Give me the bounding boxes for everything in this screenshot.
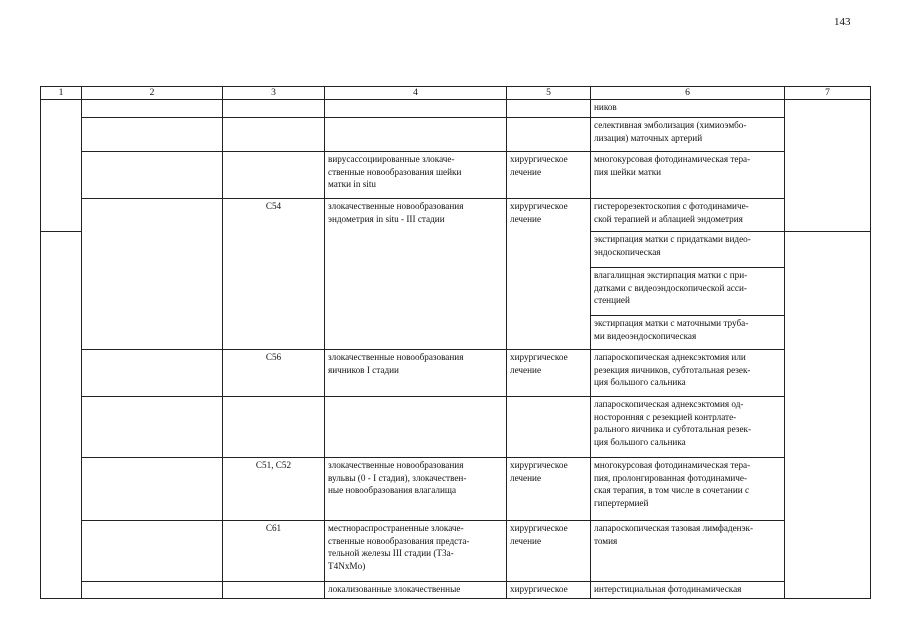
column-number: 3	[223, 87, 325, 100]
cell-col1	[41, 199, 82, 232]
cell-col7	[785, 521, 871, 582]
cell-method: экстирпация матки с придатками видео- эндоскопическая	[591, 232, 785, 268]
cell-col7	[785, 268, 871, 316]
column-number: 7	[785, 87, 871, 100]
cell-diagnosis	[325, 268, 507, 316]
cell-diagnosis: местнораспространенные злокаче- ственные новообразования предста- тельной железы III стадии (T3a- T4NxMo)	[325, 521, 507, 582]
cell-diagnosis: злокачественные новообразования яичников I стадии	[325, 350, 507, 397]
cell-icd-code	[223, 268, 325, 316]
cell-col1	[41, 232, 82, 268]
cell-col2	[82, 397, 223, 458]
cell-diagnosis	[325, 118, 507, 152]
cell-diagnosis: злокачественные новообразования вульвы (0 - I стадия), злокачествен- ные новообразования влагалища	[325, 458, 507, 521]
cell-col2	[82, 199, 223, 232]
cell-treatment-type	[507, 316, 591, 350]
cell-treatment-type: хирургическое	[507, 582, 591, 598]
cell-treatment-type	[507, 268, 591, 316]
cell-col2	[82, 521, 223, 582]
cell-treatment-type: хирургическое лечение	[507, 521, 591, 582]
cell-col7	[785, 582, 871, 598]
cell-method: экстирпация матки с маточными труба- ми видеоэндоскопическая	[591, 316, 785, 350]
cell-icd-code: C51, C52	[223, 458, 325, 521]
cell-col2	[82, 350, 223, 397]
cell-treatment-type: хирургическое лечение	[507, 152, 591, 199]
cell-treatment-type	[507, 232, 591, 268]
cell-col2	[82, 458, 223, 521]
table-row	[41, 232, 871, 268]
cell-diagnosis	[325, 397, 507, 458]
cell-icd-code	[223, 152, 325, 199]
table-row	[41, 118, 871, 152]
cell-method: многокурсовая фотодинамическая тера- пия, пролонгированная фотодинамиче- ская терапия, в том числе в сочетании с гипертермией	[591, 458, 785, 521]
table-row	[41, 582, 871, 598]
cell-col7	[785, 152, 871, 199]
cell-icd-code: C61	[223, 521, 325, 582]
cell-treatment-type: хирургическое лечение	[507, 199, 591, 232]
column-number: 5	[507, 87, 591, 100]
cell-icd-code	[223, 118, 325, 152]
cell-icd-code	[223, 100, 325, 118]
cell-col2	[82, 268, 223, 316]
cell-col1	[41, 152, 82, 199]
cell-method: влагалищная экстирпация матки с при- датками с видеоэндоскопической асси- стенцией	[591, 268, 785, 316]
cell-col2	[82, 582, 223, 598]
cell-col1	[41, 397, 82, 458]
table-row	[41, 199, 871, 232]
cell-diagnosis: злокачественные новообразования эндометрия in situ - III стадии	[325, 199, 507, 232]
cell-col7	[785, 232, 871, 268]
cell-diagnosis: вирусассоциированные злокаче- ственные новообразования шейки матки in situ	[325, 152, 507, 199]
cell-method: селективная эмболизация (химиоэмбо- лизация) маточных артерий	[591, 118, 785, 152]
table-row	[41, 316, 871, 350]
table-row	[41, 458, 871, 521]
column-number: 2	[82, 87, 223, 100]
cell-method: ников	[591, 100, 785, 118]
cell-col1	[41, 458, 82, 521]
cell-col1	[41, 350, 82, 397]
procedure-table	[40, 86, 871, 599]
table-row	[41, 100, 871, 118]
cell-col7	[785, 316, 871, 350]
cell-diagnosis	[325, 100, 507, 118]
cell-diagnosis	[325, 316, 507, 350]
column-number: 6	[591, 87, 785, 100]
cell-icd-code	[223, 232, 325, 268]
cell-treatment-type	[507, 397, 591, 458]
table-row	[41, 268, 871, 316]
cell-col1	[41, 100, 82, 118]
cell-icd-code: C54	[223, 199, 325, 232]
cell-treatment-type	[507, 100, 591, 118]
cell-col2	[82, 152, 223, 199]
cell-col1	[41, 521, 82, 582]
cell-col7	[785, 350, 871, 397]
column-number: 4	[325, 87, 507, 100]
cell-col1	[41, 268, 82, 316]
cell-diagnosis	[325, 232, 507, 268]
table-row	[41, 521, 871, 582]
cell-col2	[82, 118, 223, 152]
column-number-row	[41, 87, 871, 100]
table-row	[41, 397, 871, 458]
cell-method: лапароскопическая аднексэктомия или резекция яичников, субтотальная резек- ция большого сальника	[591, 350, 785, 397]
cell-method: лапароскопическая аднексэктомия од- носторонняя с резекцией контрлате- рального яичника и субтотальная резек- ция большого сальника	[591, 397, 785, 458]
cell-col7	[785, 118, 871, 152]
cell-method: лапароскопическая тазовая лимфаденэк- томия	[591, 521, 785, 582]
cell-col1	[41, 118, 82, 152]
cell-method: многокурсовая фотодинамическая тера- пия шейки матки	[591, 152, 785, 199]
table-row	[41, 350, 871, 397]
cell-col1	[41, 316, 82, 350]
cell-icd-code	[223, 316, 325, 350]
cell-diagnosis: локализованные злокачественные	[325, 582, 507, 598]
cell-col1	[41, 582, 82, 598]
cell-col7	[785, 100, 871, 118]
cell-method: гистерорезектоскопия с фотодинамиче- ской терапией и аблацией эндометрия	[591, 199, 785, 232]
cell-icd-code	[223, 582, 325, 598]
table-row	[41, 152, 871, 199]
cell-col2	[82, 232, 223, 268]
cell-method: интерстициальная фотодинамическая	[591, 582, 785, 598]
page-number: 143	[834, 16, 851, 28]
cell-col7	[785, 458, 871, 521]
column-number: 1	[41, 87, 82, 100]
cell-col2	[82, 100, 223, 118]
cell-treatment-type: хирургическое лечение	[507, 350, 591, 397]
cell-icd-code: C56	[223, 350, 325, 397]
cell-icd-code	[223, 397, 325, 458]
cell-treatment-type: хирургическое лечение	[507, 458, 591, 521]
cell-col7	[785, 397, 871, 458]
cell-col2	[82, 316, 223, 350]
cell-treatment-type	[507, 118, 591, 152]
cell-col7	[785, 199, 871, 232]
